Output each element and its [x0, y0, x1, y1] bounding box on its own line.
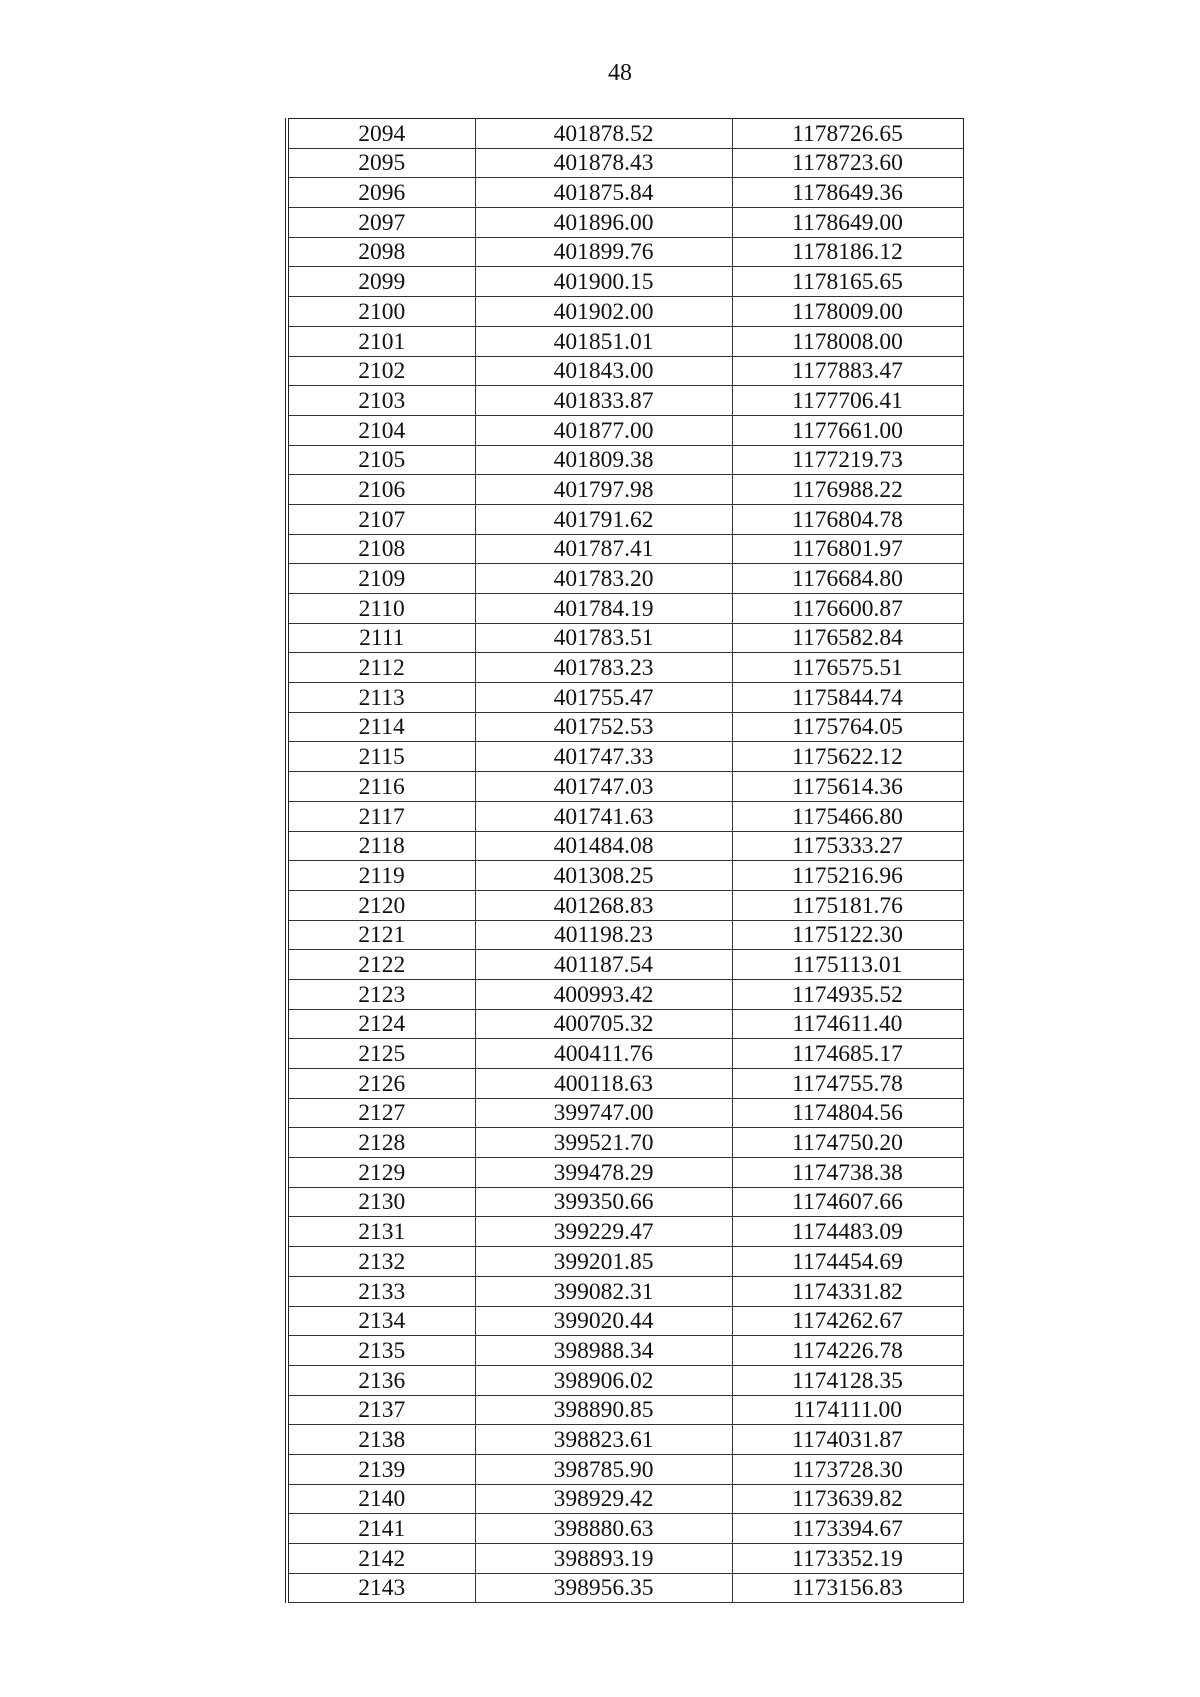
x-coordinate-cell: 401747.33 — [475, 742, 732, 772]
y-coordinate-cell: 1175181.76 — [732, 890, 963, 920]
point-number-cell: 2133 — [287, 1276, 475, 1306]
y-coordinate-cell: 1175622.12 — [732, 742, 963, 772]
y-coordinate-cell: 1174607.66 — [732, 1187, 963, 1217]
y-coordinate-cell: 1174454.69 — [732, 1247, 963, 1277]
table-row — [287, 1306, 963, 1336]
point-number-cell: 2142 — [287, 1544, 475, 1574]
y-coordinate-cell: 1175122.30 — [732, 920, 963, 950]
table-row — [287, 1247, 963, 1277]
x-coordinate-cell: 398929.42 — [475, 1484, 732, 1514]
x-coordinate-cell: 401308.25 — [475, 861, 732, 891]
x-coordinate-cell: 398988.34 — [475, 1336, 732, 1366]
y-coordinate-cell: 1174738.38 — [732, 1158, 963, 1188]
x-coordinate-cell: 398823.61 — [475, 1425, 732, 1455]
table-row — [287, 386, 963, 416]
point-number-cell: 2111 — [287, 623, 475, 653]
table-row — [287, 1425, 963, 1455]
table-row — [287, 148, 963, 178]
point-number-cell: 2134 — [287, 1306, 475, 1336]
table-row — [287, 326, 963, 356]
y-coordinate-cell: 1175844.74 — [732, 683, 963, 713]
table-row — [287, 1514, 963, 1544]
point-number-cell: 2107 — [287, 504, 475, 534]
table-row — [287, 979, 963, 1009]
point-number-cell: 2095 — [287, 148, 475, 178]
x-coordinate-cell: 401787.41 — [475, 534, 732, 564]
point-number-cell: 2113 — [287, 683, 475, 713]
x-coordinate-cell: 399229.47 — [475, 1217, 732, 1247]
y-coordinate-cell: 1174226.78 — [732, 1336, 963, 1366]
table-row — [287, 772, 963, 802]
table-row — [287, 1454, 963, 1484]
point-number-cell: 2099 — [287, 267, 475, 297]
x-coordinate-cell: 401783.20 — [475, 564, 732, 594]
point-number-cell: 2116 — [287, 772, 475, 802]
y-coordinate-cell: 1175113.01 — [732, 950, 963, 980]
x-coordinate-cell: 401900.15 — [475, 267, 732, 297]
table-row — [287, 119, 963, 149]
x-coordinate-cell: 399747.00 — [475, 1098, 732, 1128]
table-row — [287, 1069, 963, 1099]
x-coordinate-cell: 400118.63 — [475, 1069, 732, 1099]
point-number-cell: 2109 — [287, 564, 475, 594]
x-coordinate-cell: 399478.29 — [475, 1158, 732, 1188]
table-row — [287, 861, 963, 891]
table-row — [287, 237, 963, 267]
point-number-cell: 2124 — [287, 1009, 475, 1039]
table-row — [287, 890, 963, 920]
y-coordinate-cell: 1174611.40 — [732, 1009, 963, 1039]
table-row — [287, 1128, 963, 1158]
y-coordinate-cell: 1178186.12 — [732, 237, 963, 267]
table-row — [287, 653, 963, 683]
x-coordinate-cell: 401877.00 — [475, 415, 732, 445]
point-number-cell: 2115 — [287, 742, 475, 772]
table-row — [287, 1573, 963, 1603]
table-row — [287, 1276, 963, 1306]
y-coordinate-cell: 1173156.83 — [732, 1573, 963, 1603]
point-number-cell: 2097 — [287, 208, 475, 238]
y-coordinate-cell: 1174935.52 — [732, 979, 963, 1009]
x-coordinate-cell: 401809.38 — [475, 445, 732, 475]
point-number-cell: 2106 — [287, 475, 475, 505]
x-coordinate-cell: 399521.70 — [475, 1128, 732, 1158]
point-number-cell: 2121 — [287, 920, 475, 950]
y-coordinate-cell: 1175764.05 — [732, 712, 963, 742]
point-number-cell: 2101 — [287, 326, 475, 356]
y-coordinate-cell: 1178008.00 — [732, 326, 963, 356]
table-row — [287, 445, 963, 475]
point-number-cell: 2100 — [287, 297, 475, 327]
table-row — [287, 801, 963, 831]
y-coordinate-cell: 1178165.65 — [732, 267, 963, 297]
y-coordinate-cell: 1174685.17 — [732, 1039, 963, 1069]
y-coordinate-cell: 1175466.80 — [732, 801, 963, 831]
x-coordinate-cell: 401875.84 — [475, 178, 732, 208]
point-number-cell: 2126 — [287, 1069, 475, 1099]
point-number-cell: 2141 — [287, 1514, 475, 1544]
table-row — [287, 1336, 963, 1366]
table-row — [287, 267, 963, 297]
table-row — [287, 208, 963, 238]
y-coordinate-cell: 1176801.97 — [732, 534, 963, 564]
x-coordinate-cell: 398785.90 — [475, 1454, 732, 1484]
point-number-cell: 2123 — [287, 979, 475, 1009]
point-number-cell: 2108 — [287, 534, 475, 564]
point-number-cell: 2131 — [287, 1217, 475, 1247]
x-coordinate-cell: 401833.87 — [475, 386, 732, 416]
x-coordinate-cell: 401741.63 — [475, 801, 732, 831]
point-number-cell: 2136 — [287, 1365, 475, 1395]
table-row — [287, 950, 963, 980]
x-coordinate-cell: 401783.23 — [475, 653, 732, 683]
y-coordinate-cell: 1174750.20 — [732, 1128, 963, 1158]
y-coordinate-cell: 1176804.78 — [732, 504, 963, 534]
point-number-cell: 2130 — [287, 1187, 475, 1217]
x-coordinate-cell: 401268.83 — [475, 890, 732, 920]
point-number-cell: 2132 — [287, 1247, 475, 1277]
y-coordinate-cell: 1174483.09 — [732, 1217, 963, 1247]
x-coordinate-cell: 401755.47 — [475, 683, 732, 713]
y-coordinate-cell: 1173352.19 — [732, 1544, 963, 1574]
x-coordinate-cell: 400993.42 — [475, 979, 732, 1009]
point-number-cell: 2112 — [287, 653, 475, 683]
table-row — [287, 1484, 963, 1514]
table-row — [287, 683, 963, 713]
point-number-cell: 2143 — [287, 1573, 475, 1603]
point-number-cell: 2138 — [287, 1425, 475, 1455]
x-coordinate-cell: 398906.02 — [475, 1365, 732, 1395]
x-coordinate-cell: 400705.32 — [475, 1009, 732, 1039]
point-number-cell: 2105 — [287, 445, 475, 475]
y-coordinate-cell: 1177706.41 — [732, 386, 963, 416]
y-coordinate-cell: 1177883.47 — [732, 356, 963, 386]
y-coordinate-cell: 1176988.22 — [732, 475, 963, 505]
x-coordinate-cell: 398893.19 — [475, 1544, 732, 1574]
point-number-cell: 2096 — [287, 178, 475, 208]
table-row — [287, 1395, 963, 1425]
x-coordinate-cell: 399020.44 — [475, 1306, 732, 1336]
x-coordinate-cell: 399201.85 — [475, 1247, 732, 1277]
table-row — [287, 564, 963, 594]
point-number-cell: 2104 — [287, 415, 475, 445]
x-coordinate-cell: 398880.63 — [475, 1514, 732, 1544]
y-coordinate-cell: 1174031.87 — [732, 1425, 963, 1455]
table-row — [287, 534, 963, 564]
y-coordinate-cell: 1175333.27 — [732, 831, 963, 861]
point-number-cell: 2110 — [287, 594, 475, 624]
x-coordinate-cell: 401187.54 — [475, 950, 732, 980]
x-coordinate-cell: 399350.66 — [475, 1187, 732, 1217]
y-coordinate-cell: 1176582.84 — [732, 623, 963, 653]
x-coordinate-cell: 401878.52 — [475, 119, 732, 149]
y-coordinate-cell: 1176600.87 — [732, 594, 963, 624]
x-coordinate-cell: 401784.19 — [475, 594, 732, 624]
point-number-cell: 2128 — [287, 1128, 475, 1158]
table-row — [287, 356, 963, 386]
table-row — [287, 178, 963, 208]
x-coordinate-cell: 401902.00 — [475, 297, 732, 327]
x-coordinate-cell: 399082.31 — [475, 1276, 732, 1306]
y-coordinate-cell: 1174262.67 — [732, 1306, 963, 1336]
x-coordinate-cell: 401783.51 — [475, 623, 732, 653]
y-coordinate-cell: 1178649.36 — [732, 178, 963, 208]
y-coordinate-cell: 1173394.67 — [732, 1514, 963, 1544]
y-coordinate-cell: 1174755.78 — [732, 1069, 963, 1099]
x-coordinate-cell: 401797.98 — [475, 475, 732, 505]
y-coordinate-cell: 1174804.56 — [732, 1098, 963, 1128]
point-number-cell: 2118 — [287, 831, 475, 861]
table-row — [287, 623, 963, 653]
point-number-cell: 2122 — [287, 950, 475, 980]
point-number-cell: 2125 — [287, 1039, 475, 1069]
point-number-cell: 2103 — [287, 386, 475, 416]
point-number-cell: 2119 — [287, 861, 475, 891]
x-coordinate-cell: 401843.00 — [475, 356, 732, 386]
y-coordinate-cell: 1178009.00 — [732, 297, 963, 327]
point-number-cell: 2094 — [287, 119, 475, 149]
table-row — [287, 742, 963, 772]
point-number-cell: 2114 — [287, 712, 475, 742]
table-row — [287, 1365, 963, 1395]
table-row — [287, 1098, 963, 1128]
table-row — [287, 594, 963, 624]
y-coordinate-cell: 1178649.00 — [732, 208, 963, 238]
x-coordinate-cell: 401791.62 — [475, 504, 732, 534]
point-number-cell: 2102 — [287, 356, 475, 386]
point-number-cell: 2129 — [287, 1158, 475, 1188]
y-coordinate-cell: 1174331.82 — [732, 1276, 963, 1306]
table-row — [287, 504, 963, 534]
table-body — [287, 119, 963, 1603]
table-row — [287, 415, 963, 445]
y-coordinate-cell: 1178726.65 — [732, 119, 963, 149]
page-number: 48 — [608, 60, 632, 86]
x-coordinate-cell: 401896.00 — [475, 208, 732, 238]
x-coordinate-cell: 400411.76 — [475, 1039, 732, 1069]
y-coordinate-cell: 1173639.82 — [732, 1484, 963, 1514]
y-coordinate-cell: 1175614.36 — [732, 772, 963, 802]
y-coordinate-cell: 1177219.73 — [732, 445, 963, 475]
table-row — [287, 1544, 963, 1574]
y-coordinate-cell: 1174111.00 — [732, 1395, 963, 1425]
coordinates-table — [285, 118, 964, 1603]
point-number-cell: 2139 — [287, 1454, 475, 1484]
table-row — [287, 1158, 963, 1188]
point-number-cell: 2137 — [287, 1395, 475, 1425]
x-coordinate-cell: 401899.76 — [475, 237, 732, 267]
y-coordinate-cell: 1177661.00 — [732, 415, 963, 445]
y-coordinate-cell: 1176575.51 — [732, 653, 963, 683]
x-coordinate-cell: 401484.08 — [475, 831, 732, 861]
table-row — [287, 712, 963, 742]
table-row — [287, 1217, 963, 1247]
table-row — [287, 831, 963, 861]
point-number-cell: 2127 — [287, 1098, 475, 1128]
table-row — [287, 1187, 963, 1217]
table-row — [287, 297, 963, 327]
table-row — [287, 920, 963, 950]
y-coordinate-cell: 1173728.30 — [732, 1454, 963, 1484]
x-coordinate-cell: 401198.23 — [475, 920, 732, 950]
table-row — [287, 1039, 963, 1069]
x-coordinate-cell: 398890.85 — [475, 1395, 732, 1425]
x-coordinate-cell: 398956.35 — [475, 1573, 732, 1603]
x-coordinate-cell: 401752.53 — [475, 712, 732, 742]
table-row — [287, 1009, 963, 1039]
x-coordinate-cell: 401747.03 — [475, 772, 732, 802]
y-coordinate-cell: 1176684.80 — [732, 564, 963, 594]
table-row — [287, 475, 963, 505]
point-number-cell: 2098 — [287, 237, 475, 267]
point-number-cell: 2120 — [287, 890, 475, 920]
y-coordinate-cell: 1175216.96 — [732, 861, 963, 891]
point-number-cell: 2135 — [287, 1336, 475, 1366]
y-coordinate-cell: 1178723.60 — [732, 148, 963, 178]
y-coordinate-cell: 1174128.35 — [732, 1365, 963, 1395]
point-number-cell: 2140 — [287, 1484, 475, 1514]
x-coordinate-cell: 401878.43 — [475, 148, 732, 178]
point-number-cell: 2117 — [287, 801, 475, 831]
x-coordinate-cell: 401851.01 — [475, 326, 732, 356]
